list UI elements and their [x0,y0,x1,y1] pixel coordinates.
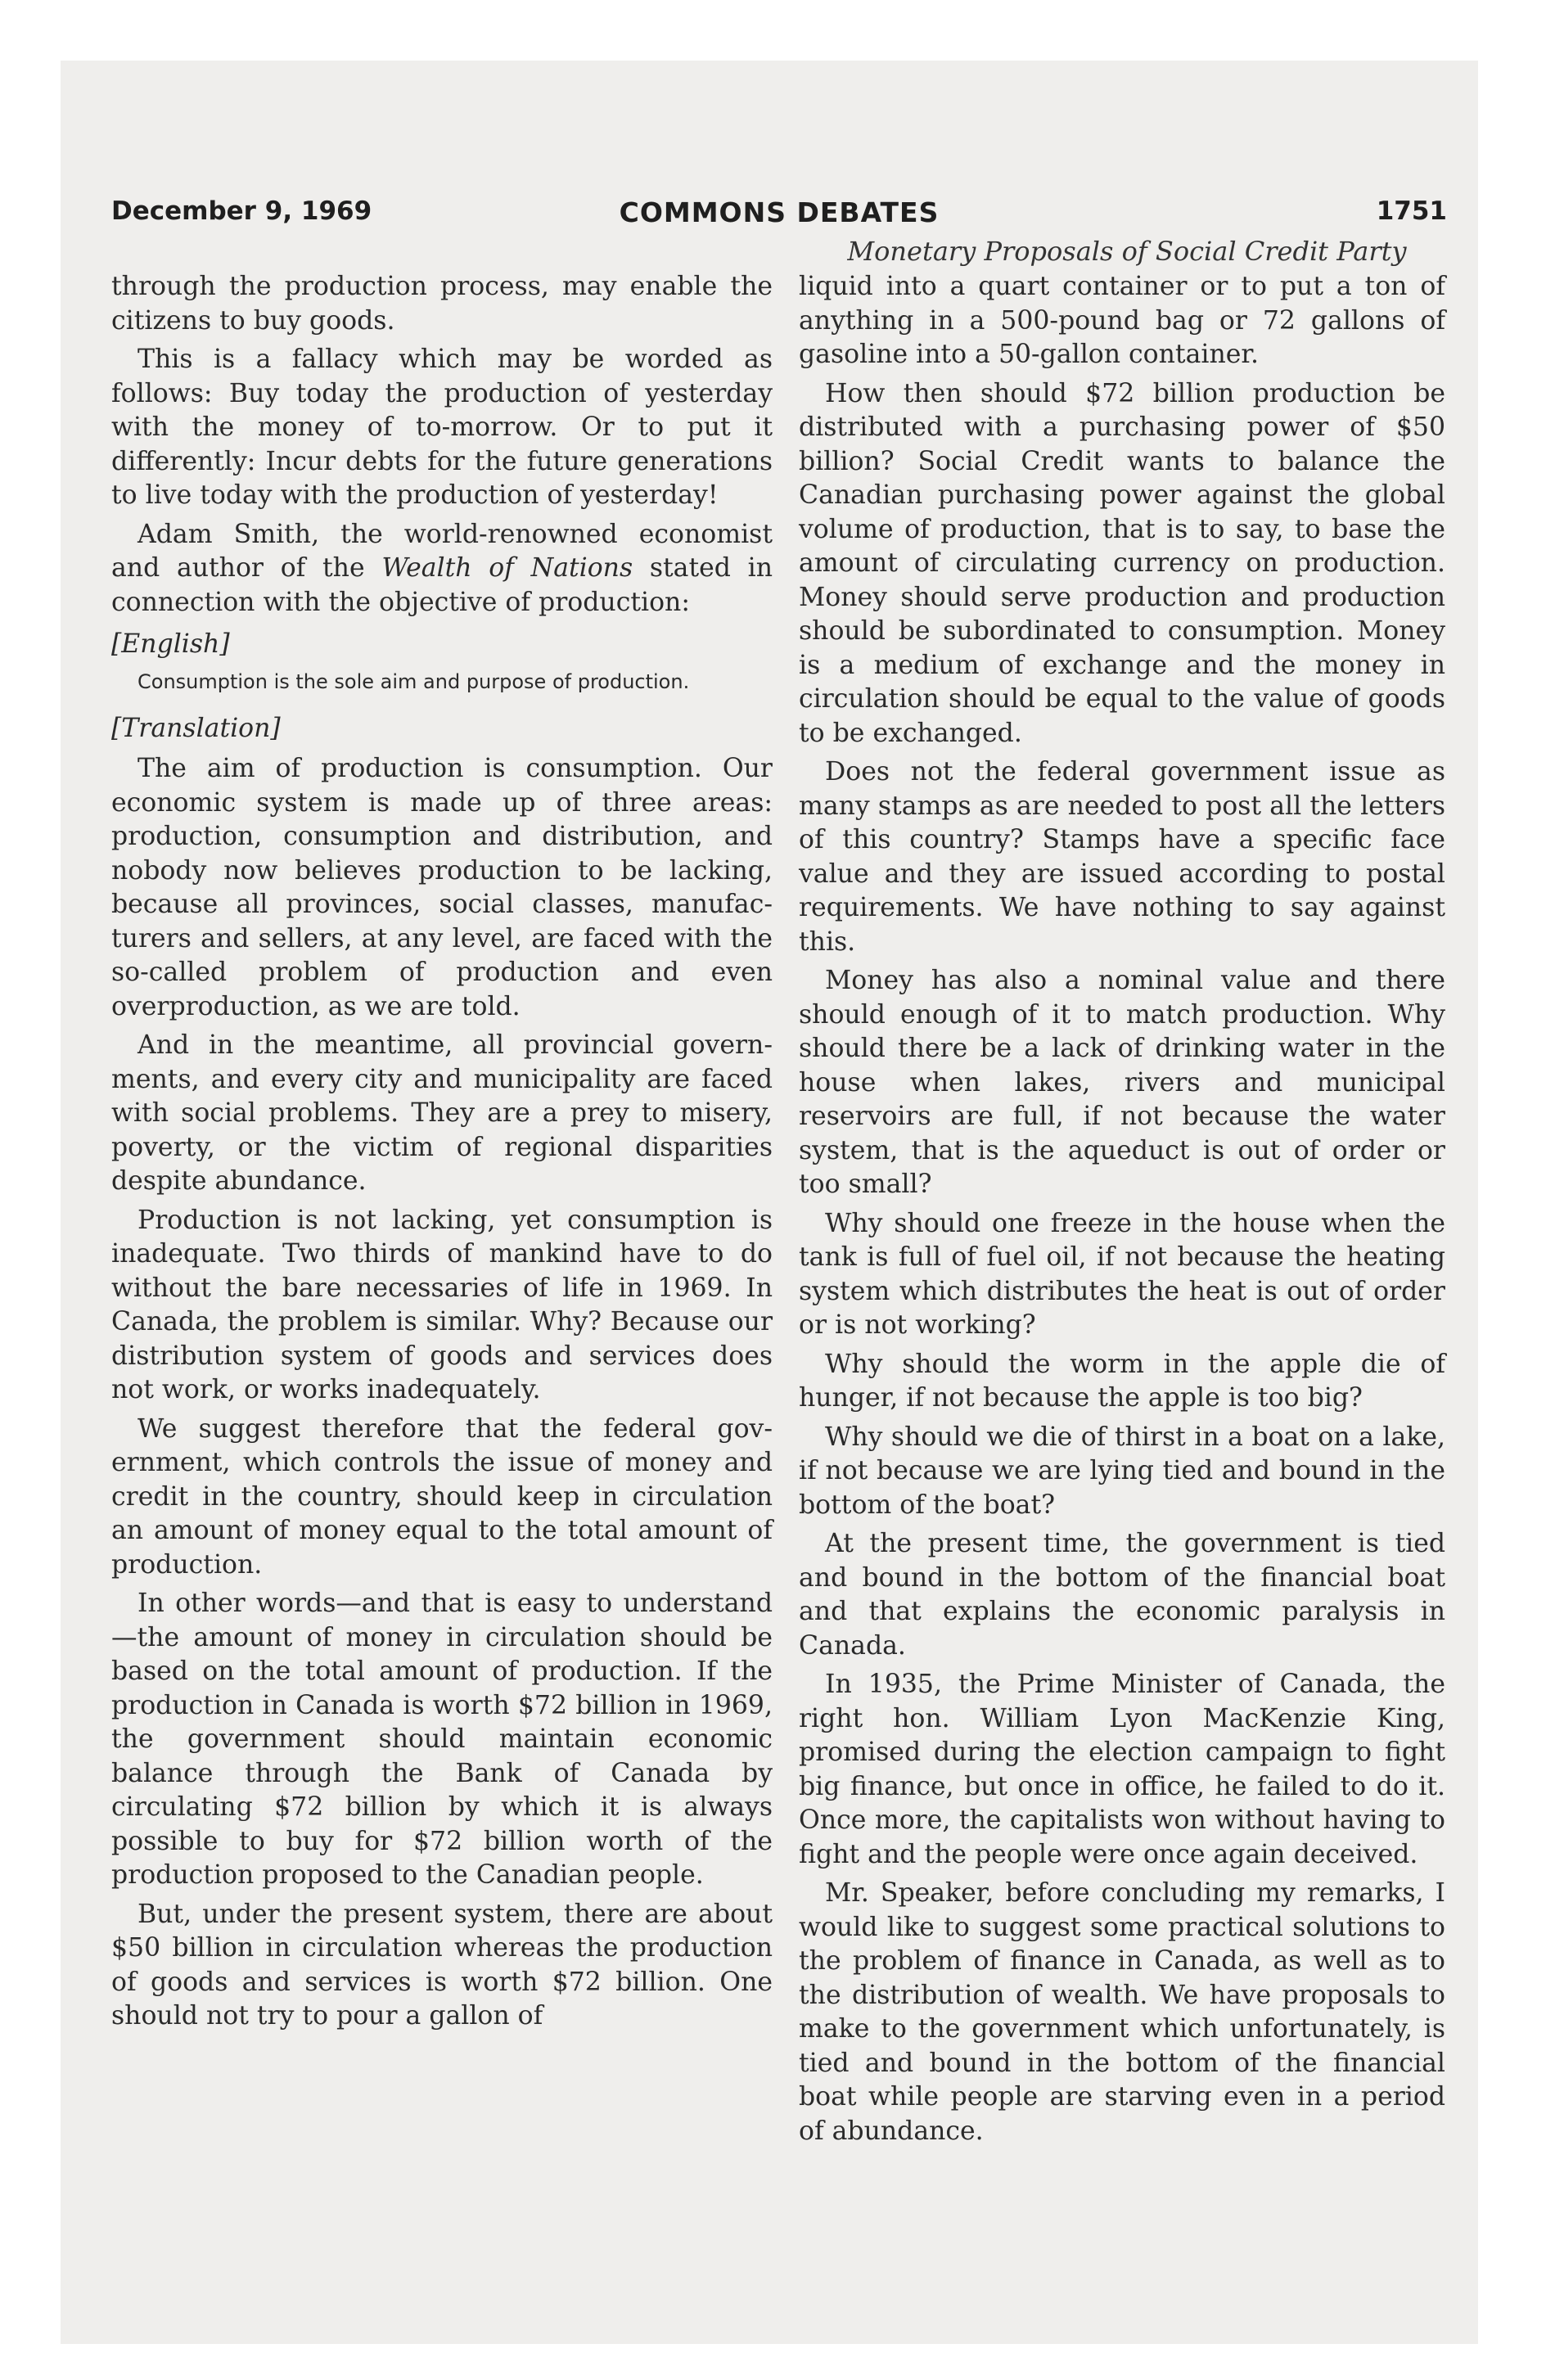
paragraph: Why should the worm in the apple die of hunger, if not because the apple is too big? [799,1349,1445,1413]
paragraph: And in the meantime, all provincial governments, and every city and municipality are faced with social problems. They are a prey to misery, poverty, or the victim of regional disparities despite abundance. [111,1030,773,1196]
paragraph: At the present time, the government is tied and bound in the bottom of the financial boat and that explains the economic paralysis in Canada. [799,1529,1445,1661]
paragraph [111,518,773,620]
publication-title: COMMONS DEBATES [619,196,940,228]
language-label: [English] [111,629,230,659]
paragraph: through the production process, may enable the citizens to buy goods. [111,272,773,336]
language-label: [Translation] [111,713,281,743]
running-subject: Monetary Proposals of Social Credit Party [847,236,1407,267]
paragraph: Does not the federal government issue as many stamps as are needed to post all the letters of this country? Stamps have a specific face value and they are issued according to postal requirements. We have nothing to say against this. [799,757,1445,957]
paragraph: How then should $72 billion production be distributed with a purchasing power of $50 billion? Social Credit wants to balance the Canadian purchasing power against the global volume of production, that is to say, to base the amount of circulating currency on production. Money should serve production and production should be subordinated to consumption. Money is a medium of exchange and the money in circulation should be equal to the value of goods to be exchanged. [799,378,1445,748]
page-number: 1751 [1376,196,1447,226]
paragraph: We suggest therefore that the federal government, which controls the issue of money and credit in the country, should keep in circulation an amount of money equal to the total amount of production. [111,1413,773,1580]
book-title: Wealth of Nations [381,553,633,583]
left-column [111,270,773,2039]
page-header [111,196,1447,237]
right-column [799,270,1445,2153]
paragraph: In 1935, the Prime Minister of Canada, the right hon. William Lyon MacKenzie King, promised during the election campaign to fight big finance, but once in office, he failed to do it. Once more, the capitalists won without having to fight and the people were once again deceived. [799,1670,1445,1869]
paragraph-text: stated in connection with the objective of production: [111,553,773,617]
paragraph: Money has also a nominal value and there should enough of it to match production. Why should there be a lack of drinking water in the house when lakes, rivers and municipal reservoirs are full, if not because the water system, that is the aqueduct is out of order or too small? [799,966,1445,1199]
paragraph-text: Adam Smith, the world-renowned economist and author of the [111,519,773,583]
paragraph: This is a fallacy which may be worded as follows: Buy today the production of yesterday with the money of to-morrow. Or to put it differently: Incur debts for the future generations to live today with the production of yesterday! [111,345,773,510]
paragraph: But, under the present system, there are about $50 billion in circulation whereas the production of goods and services is worth $72 billion. One should not try to pour a gallon of [111,1899,773,2031]
header-date: December 9, 1969 [111,196,372,226]
block-quote: Consumption is the sole aim and purpose of production. [137,669,690,693]
paragraph: Mr. Speaker, before concluding my remarks, I would like to suggest some practical solutions to the problem of finance in Canada, as well as to the distribution of wealth. We have proposals to make to the government which unfortunately, is tied and bound in the bottom of the financial boat while people are starving even in a period of abundance. [799,1878,1445,2146]
paragraph: In other words—and that is easy to understand—the amount of money in circulation should be based on the total amount of production. If the production in Canada is worth $72 billion in 1969, the government should maintain economic balance through the Bank of Canada by circulating $72 billion by which it is always possible to buy for $72 billion worth of the production proposed to the Canadian people. [111,1589,773,1890]
paragraph: liquid into a quart container or to put a ton of anything in a 500-pound bag or 72 gallons of gasoline into a 50-gallon container. [799,272,1445,369]
paragraph: The aim of production is consumption. Our economic system is made up of three areas: production, consumption and distribution, and nobody now believes production to be lacking, because all provinces, social classes, manufacturers and sellers, at any level, are faced with the so-called problem of production and even overproduction, as we are told. [111,754,773,1021]
paragraph: Why should one freeze in the house when the tank is full of fuel oil, if not because the heating system which distributes the heat is out of order or is not working? [799,1208,1445,1340]
paragraph: Why should we die of thirst in a boat on a lake, if not because we are lying tied and bound in the bottom of the boat? [799,1422,1445,1520]
paragraph: Production is not lacking, yet consumption is inadequate. Two thirds of mankind have to do without the bare necessaries of life in 1969. In Canada, the problem is similar. Why? Because our distribution system of goods and services does not work, or works inadequately. [111,1205,773,1404]
